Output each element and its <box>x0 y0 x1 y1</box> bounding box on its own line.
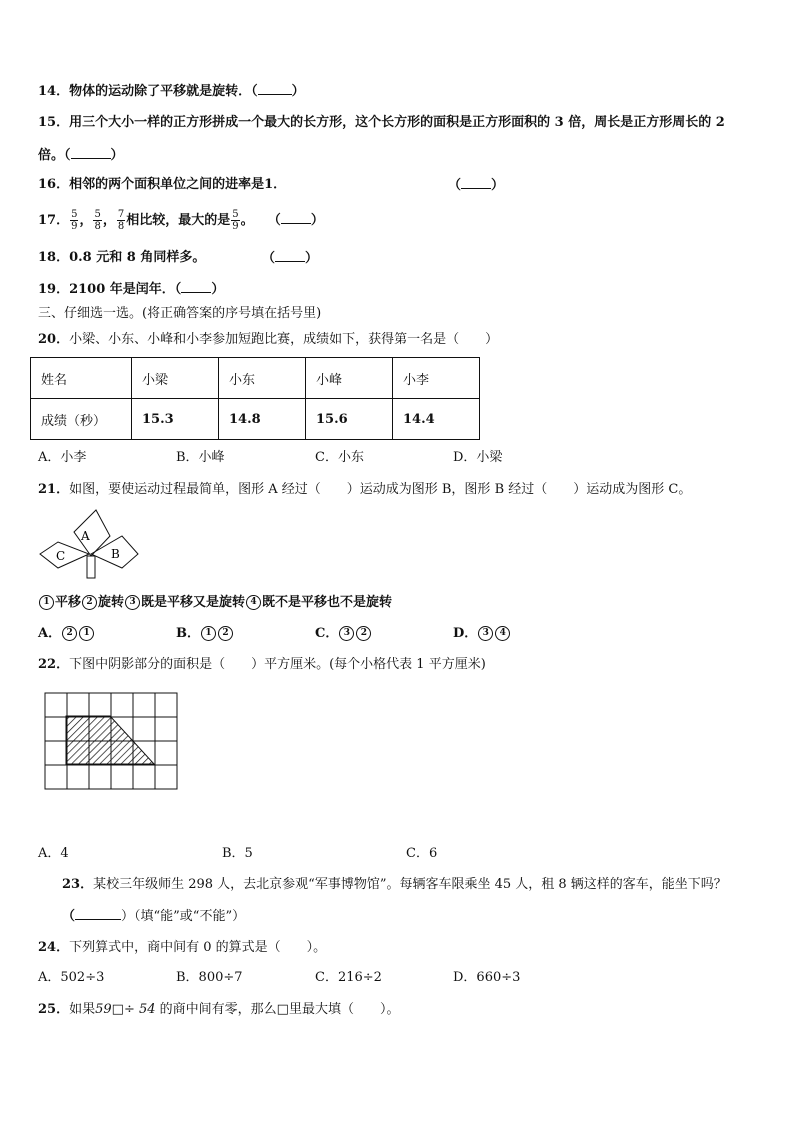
option-b[interactable]: B．5 <box>222 846 253 861</box>
shapes-figure <box>36 506 146 582</box>
fraction: $\frac{5}{8}$ <box>94 209 101 232</box>
label-b: B <box>111 547 120 561</box>
option-c[interactable]: C．小东 <box>315 450 364 465</box>
answer-blank[interactable] <box>75 907 121 920</box>
option-a[interactable]: A．4 <box>38 846 69 861</box>
option-c[interactable]: C． 3 2 <box>315 625 372 643</box>
answer-blank[interactable] <box>258 82 292 95</box>
question-21: 21．如图，要使运动过程最简单，图形 A 经过（ ）运动成为图形 B，图形 B 经过（ ）运动成为图形 C。 <box>38 482 692 497</box>
label-a: A <box>81 529 90 543</box>
question-16: 16．相邻的两个面积单位之间的进率是1． <box>38 177 287 192</box>
shape-a <box>74 510 110 556</box>
option-b[interactable]: B． 1 2 <box>176 625 234 643</box>
option-a[interactable]: A． 2 1 <box>38 625 95 643</box>
question-22: 22．下图中阴影部分的面积是（ ）平方厘米。(每个小格代表 1 平方厘米) <box>38 657 486 672</box>
score-table <box>30 357 480 440</box>
table-row: 成绩（秒） 15.3 14.8 15.6 14.4 <box>31 399 480 440</box>
answer-blank[interactable] <box>181 280 211 293</box>
option-c[interactable]: C．6 <box>406 846 438 861</box>
question-16-answer: （ ） <box>448 178 505 193</box>
fraction: $\frac{7}{8}$ <box>117 209 125 232</box>
option-a[interactable]: A．小李 <box>38 450 87 465</box>
question-20: 20．小梁、小东、小峰和小李参加短跑比赛，成绩如下，获得第一名是（ ） <box>38 332 499 347</box>
choice-list: 1 平移 2 旋转 3 既是平移又是旋转 4 既不是平移也不是旋转 <box>38 594 392 612</box>
shaded-region <box>66 716 154 764</box>
question-15-line2: 倍。（ ） <box>38 148 124 163</box>
option-a[interactable]: A．502÷3 <box>38 970 105 985</box>
fraction: $\frac{5}{9}$ <box>71 209 78 232</box>
section-heading: 三、仔细选一选。(将正确答案的序号填在括号里) <box>38 306 322 321</box>
question-14: 14．物体的运动除了平移就是旋转．（ ） <box>38 84 305 99</box>
option-b[interactable]: B．800÷7 <box>176 970 243 985</box>
question-15: 15．用三个大小一样的正方形拼成一个最大的长方形，这个长方形的面积是正方形面积的 3 倍，周长是正方形周长的 2 <box>38 115 725 130</box>
question-17: 17． $\frac{5}{9}$ ， $\frac{5}{8}$ ， $\frac{7}{8}$ 相比较，最大的是 $\frac{5}{9}$ 。 （ ） <box>38 209 324 232</box>
question-23-line2: （ ）（填“能”或“不能”） <box>62 909 246 924</box>
stem <box>87 556 95 578</box>
fraction: $\frac{5}{9}$ <box>232 209 239 232</box>
answer-blank[interactable] <box>461 176 491 189</box>
grid-lines <box>45 693 177 789</box>
question-24: 24．下列算式中，商中间有 0 的算式是（ ）。 <box>38 940 327 955</box>
answer-blank[interactable] <box>281 211 311 224</box>
option-d[interactable]: D．小梁 <box>453 450 503 465</box>
label-c: C <box>56 549 66 563</box>
question-18: 18．0.8 元和 8 角同样多。 <box>38 250 206 265</box>
table-row: 姓名 小梁 小东 小峰 小李 <box>31 358 480 399</box>
answer-blank[interactable] <box>71 146 111 159</box>
option-d[interactable]: D．660÷3 <box>453 970 521 985</box>
question-25: 25．如果59□÷ 54 的商中间有零，那么□里最大填（ ）。 <box>38 1002 400 1017</box>
grid-figure <box>44 692 178 790</box>
answer-blank[interactable] <box>275 249 305 262</box>
option-c[interactable]: C．216÷2 <box>315 970 382 985</box>
option-b[interactable]: B．小峰 <box>176 450 225 465</box>
option-d[interactable]: D． 3 4 <box>453 625 511 643</box>
question-18-answer: （ ） <box>262 251 319 266</box>
question-19: 19．2100 年是闰年．（ ） <box>38 282 225 297</box>
question-23: 23．某校三年级师生 298 人，去北京参观“军事博物馆”。每辆客车限乘坐 45 人，租 8 辆这样的客车，能坐下吗？ <box>62 877 727 892</box>
